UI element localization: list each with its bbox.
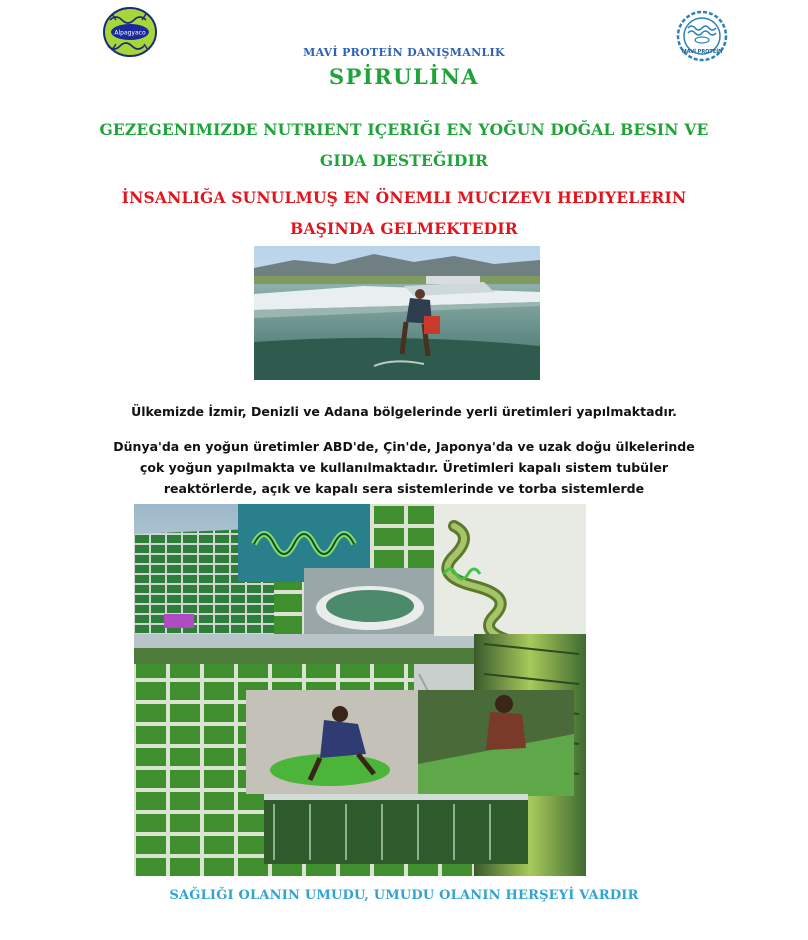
company-name: MAVİ PROTEİN DANIŞMANLIK xyxy=(303,46,505,59)
mavi-protein-logo-text: MAVİ PROTEİN xyxy=(681,49,723,55)
alpagyaco-logo-text: Alpagyaco xyxy=(114,29,146,37)
production-collage xyxy=(134,504,586,876)
headline-gift: İNSANLIĞA SUNULMUŞ EN ÖNEMLI MUCIZEVI HEDIYELERIN BAŞINDA GELMEKTEDIR xyxy=(121,188,687,238)
local-production-text: Ülkemizde İzmir, Denizli ve Adana bölgelerinde yerli üretimleri yapılmaktadır. xyxy=(131,404,677,419)
spirulina-pond-photo xyxy=(254,246,540,380)
world-production-text: Dünya'da en yoğun üretimler ABD'de, Çin'de, Japonya'da ve uzak doğu ülkelerinde çok yoğun yapılmakta ve kullanılmaktadır. Üretimleri kapalı sistem tubüler reaktörlerde, açık ve kapalı sera sistemlerinde ve torba sistemlerde xyxy=(113,439,695,496)
product-title: SPİRULİNA xyxy=(328,64,480,89)
footer-slogan: SAĞLIĞI OLANIN UMUDU, UMUDU OLANIN HERŞEYİ VARDIR xyxy=(169,888,639,903)
headline-nutrient: GEZEGENIMIZDE NUTRIENT IÇERIĞI EN YOĞUN DOĞAL BESIN VE GIDA DESTEĞIDIR xyxy=(99,120,709,170)
